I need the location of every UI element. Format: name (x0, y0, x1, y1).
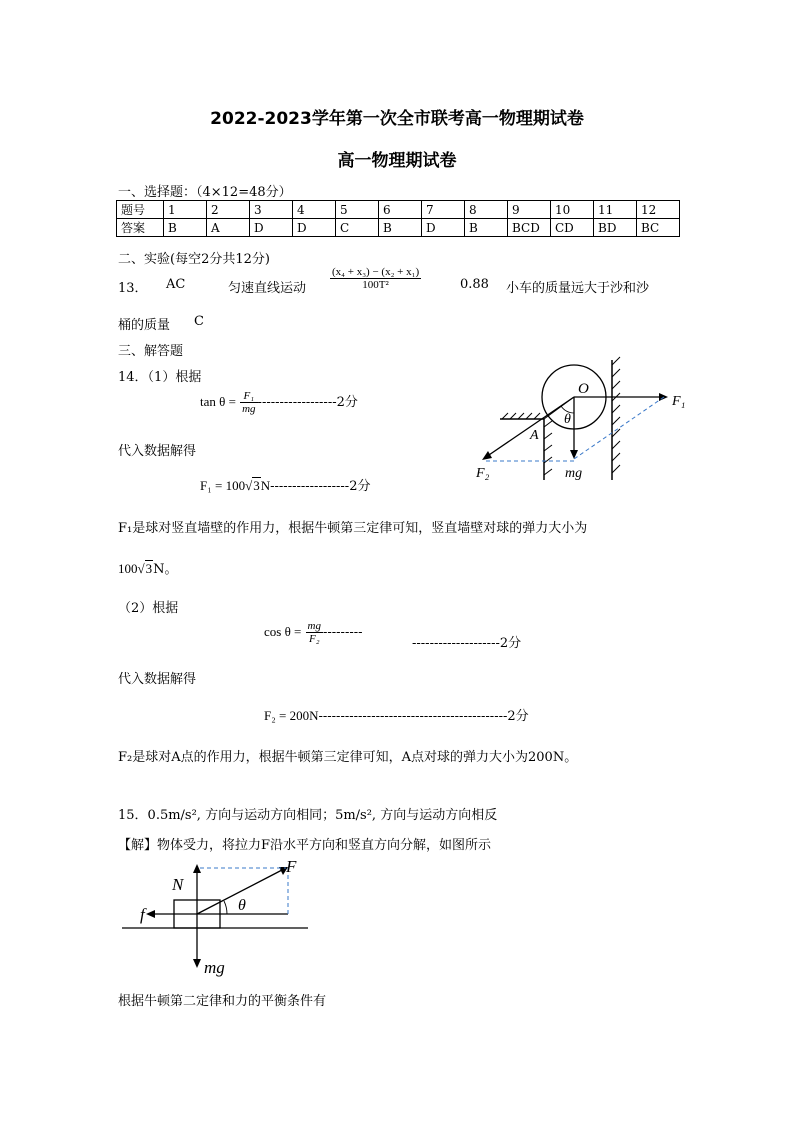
equation-1 (200, 390, 358, 415)
q13-answer-2: 匀速直线运动 (228, 281, 307, 296)
table-cell: CD (551, 219, 594, 237)
section3-heading: 三、解答题 (118, 344, 184, 359)
q13-answer-5-line1: 小车的质量远大于沙和沙 (506, 281, 650, 296)
equation-2: F₁ = 100√3N------------------2分 (200, 478, 371, 494)
eq3-denominator: F₂ (308, 633, 320, 645)
row-label-answer: 答案 (117, 219, 164, 237)
label-mg: mg (565, 466, 583, 481)
q15-answer: 15．0.5m/s², 方向与运动方向相同；5m/s², 方向与运动方向相反 (118, 808, 498, 823)
table-cell: BC (637, 219, 680, 237)
eq3-tail-1: --------- (322, 625, 363, 640)
eq4-lhs: F₂ = 200N (264, 708, 319, 723)
table-cell: B (164, 219, 207, 237)
label-n: N (172, 875, 184, 894)
section1-heading: 一、选择题：（4×12=48分） (118, 185, 292, 200)
table-cell: 4 (293, 201, 336, 219)
conclusion-2: F₂是球对A点的作用力，根据牛顿第三定律可知，A点对球的弹力大小为200N。 (118, 750, 578, 765)
table-cell: 8 (465, 201, 508, 219)
label-f-pull: F (286, 858, 297, 876)
conclusion-1-unit: N。 (153, 562, 178, 577)
label-a: A (530, 428, 539, 443)
label-f1: F₁ (672, 394, 686, 409)
theta-arc (224, 901, 227, 914)
figure-14 (468, 355, 698, 487)
q13-answer-6: C (194, 314, 204, 329)
eq2-radicand: 3 (253, 478, 260, 493)
eq2-lhs: F₁ = 100 (200, 478, 246, 493)
eq2-tail: ------------------2分 (270, 479, 371, 494)
table-cell: 3 (250, 201, 293, 219)
page-subtitle: 高一物理期试卷 (337, 151, 457, 171)
eq2-unit: N (260, 478, 271, 493)
formula-numerator: (x₄ + x₃) − (x₂ + x₁) (332, 266, 420, 278)
section2-heading: 二、实验(每空2分共12分) (118, 252, 270, 267)
q13-number: 13． (118, 281, 148, 296)
label-mg: mg (204, 958, 225, 977)
f2-arrow (486, 397, 574, 457)
q15-solution: 【解】物体受力，将拉力F沿水平方向和竖直方向分解，如图所示 (118, 838, 492, 853)
part2-head: （2）根据 (118, 601, 179, 616)
table-cell: 12 (637, 201, 680, 219)
conclusion-1-radicand: 3 (145, 561, 153, 576)
f-arrowhead (146, 910, 155, 918)
eq1-denominator: mg (242, 403, 256, 415)
label-f: f (140, 905, 145, 924)
table-cell: D (293, 219, 336, 237)
sub-text-1: 代入数据解得 (118, 444, 197, 459)
q13-answer-1: AC (166, 277, 186, 292)
n-arrowhead (193, 864, 201, 873)
q14-head: 14．（1）根据 (118, 370, 202, 385)
answer-table (116, 200, 680, 237)
table-cell: 9 (508, 201, 551, 219)
table-row (117, 219, 680, 237)
table-cell: D (422, 219, 465, 237)
formula-denominator: 100T² (362, 279, 389, 291)
figure-15 (120, 858, 320, 980)
table-cell: B (465, 219, 508, 237)
right-wall-hatch (612, 357, 620, 473)
table-cell: A (207, 219, 250, 237)
equation-4 (264, 705, 529, 724)
label-o: O (578, 381, 589, 397)
table-cell: 1 (164, 201, 207, 219)
equation-3 (264, 620, 363, 645)
table-cell: 2 (207, 201, 250, 219)
eq3-lhs: cos θ = (264, 624, 302, 639)
q13-answer-4: 0.88 (460, 277, 489, 292)
q13-formula (330, 266, 421, 291)
table-cell: D (250, 219, 293, 237)
table-cell: BD (594, 219, 637, 237)
table-cell: 11 (594, 201, 637, 219)
eq1-tail: ------------------2分 (257, 395, 358, 410)
conclusion-1-number: 100 (118, 561, 138, 576)
eq1-lhs: tan θ = (200, 394, 236, 409)
table-cell: C (336, 219, 379, 237)
f2-arrowhead (482, 451, 492, 460)
table-row (117, 201, 680, 219)
table-cell: B (379, 219, 422, 237)
eq3-numerator: mg (307, 620, 321, 632)
mg-arrowhead (193, 959, 201, 968)
table-cell: BCD (508, 219, 551, 237)
q15-final-line: 根据牛顿第二定律和力的平衡条件有 (118, 994, 327, 1009)
table-cell: 10 (551, 201, 594, 219)
label-theta: θ (238, 897, 246, 914)
table-cell: 5 (336, 201, 379, 219)
row-label-number: 题号 (117, 201, 164, 219)
page-title: 2022-2023学年第一次全市联考高一物理期试卷 (210, 109, 584, 129)
q13-answer-5-line2: 桶的质量 (118, 318, 171, 333)
conclusion-1: F₁是球对竖直墙壁的作用力，根据牛顿第三定律可知，竖直墙壁对球的弹力大小为 (118, 521, 588, 536)
conclusion-1-value: 100√3N。 (118, 561, 178, 577)
table-cell: 6 (379, 201, 422, 219)
eq4-tail: -------------------------------------------2分 (318, 709, 529, 724)
table-cell: 7 (422, 201, 465, 219)
eq3-tail-2: --------------------2分 (412, 636, 522, 651)
eq1-numerator: F₁ (240, 390, 257, 403)
sub-text-2: 代入数据解得 (118, 672, 197, 687)
label-f2: F₂ (476, 466, 490, 481)
label-theta: θ (564, 412, 571, 427)
